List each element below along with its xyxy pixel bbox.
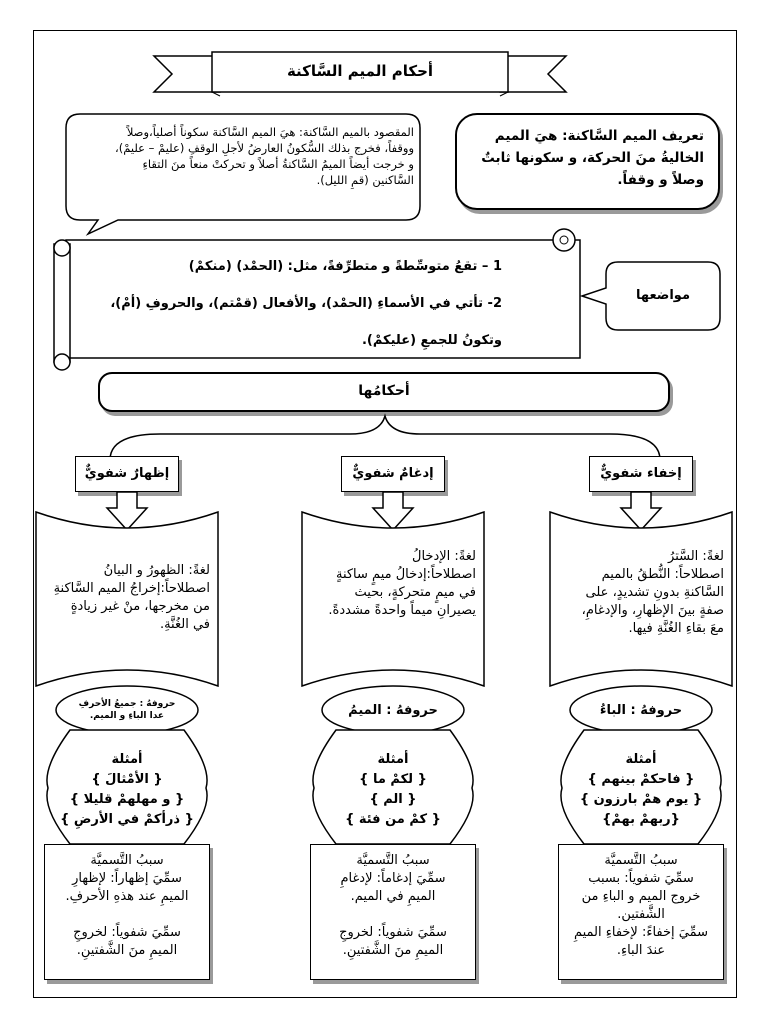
reason-line — [312, 906, 474, 924]
reason-line: سببُ التَّسميَّة — [356, 853, 430, 868]
intent-line: و خرجت أيضاً الميمُ السَّاكنةُ أصلاً و تحركتْ منعاً منَ التقاءِ — [142, 157, 414, 171]
example-line: { لكمْ ما } — [359, 772, 427, 787]
ruling-definition — [558, 548, 724, 638]
definition-box — [455, 113, 720, 210]
intent-line: المقصود بالميم السَّاكنة: هيَ الميم السَّاكنة سكوناً أصلياً،وصلاً — [126, 125, 414, 139]
page-title: أحكام الميم السَّاكنة — [286, 62, 434, 80]
reason-line: الميمِ منَ الشَّفتينِ. — [342, 943, 444, 958]
example-line: { ذرأكمْ في الأرضِ } — [60, 812, 194, 827]
reason-line: سمِّيَ شفوياً: بسبب — [588, 871, 694, 886]
example-line: { و مهلهمْ قليلا } — [69, 792, 185, 807]
definition-line: يصيرانِ ميماً واحدةً مشددةً. — [328, 603, 476, 618]
letters-line: عدا الباءِ و الميم. — [89, 711, 165, 721]
ruling-definition — [44, 562, 210, 634]
intent-line: ووقفاً، فخرج بذلك السُّكونُ العارضُ لأجلِ الوقفِ (عليمْ – عليمْ)، — [115, 141, 414, 155]
definition-line: اصطلاحاً: النُّطقُ بالميم — [601, 567, 724, 582]
letters-line: حروفهُ : جميعُ الأحرفِ — [78, 699, 176, 709]
reason-line: سمِّيَ إظهاراً: لإظهارِ — [72, 871, 182, 886]
positions-label: مواضعها — [635, 288, 691, 303]
position-line: وتكونُ للجمعِ (عليكمْ). — [361, 333, 502, 348]
reason-line: سببُ التَّسميَّة — [90, 853, 164, 868]
ruling-name: إظهارٌ شفويٌّ — [84, 466, 170, 481]
reason-line: الميمِ منَ الشَّفتينِ. — [76, 943, 178, 958]
reason-line: سببُ التَّسميَّة — [604, 853, 678, 868]
ruling-examples — [48, 750, 206, 830]
example-line: {ربهمْ بهمْ} — [602, 812, 680, 827]
ruling-letters: حروفهُ : الميمُ — [348, 703, 438, 718]
examples-title: أمثلة — [111, 752, 143, 767]
ruling-letters: حروفهُ : الباءُ — [599, 703, 683, 718]
ruling-letters — [62, 698, 192, 722]
reason-line: الشَّفتين. — [617, 907, 665, 922]
rulings-label: أحكامُها — [358, 383, 410, 399]
reason-line: سمِّيَ إدغاماً: لإدغامِ — [340, 871, 446, 886]
example-line: { الأمْثالَ } — [91, 772, 163, 787]
ruling-name: إدغامٌ شفويٌّ — [352, 466, 434, 481]
intent-line: السَّاكنين (قمِ الليل). — [316, 173, 414, 187]
definition-line: اصطلاحاً:إخراجُ الميم السَّاكنةِ — [53, 581, 210, 596]
positions-text — [82, 248, 502, 359]
reason-line — [46, 906, 208, 924]
definition-line: السَّاكنةِ بدونِ تشديدٍ، على — [585, 585, 724, 600]
definition-line: لغةً: الظهورُ و البيانُ — [103, 563, 210, 578]
examples-title: أمثلة — [377, 752, 409, 767]
intent-note — [72, 124, 414, 188]
reason-line: خروج الميم و الباءِ من — [581, 889, 701, 904]
examples-title: أمثلة — [625, 752, 657, 767]
definition-line: اصطلاحاً:إدخالُ ميمٍ ساكنةٍ — [335, 567, 476, 582]
example-line: { يوم همْ بارزون } — [579, 792, 703, 807]
ruling-examples — [562, 750, 720, 830]
example-line: { الم } — [369, 792, 417, 807]
position-line: 2- تأتي في الأسماءِ (الحمْد)، والأفعال (قمْتم)، والحروفِ (أمْ)، — [110, 296, 502, 311]
reason-line: سمِّيَ شفوياً: لخروجِ — [73, 925, 181, 940]
position-line: 1 – تقعُ متوسِّطةً و متطرِّفةً، مثل: (الحمْد) (منكمْ) — [188, 259, 502, 274]
example-line: { كمْ من فئة } — [345, 812, 441, 827]
definition-line: في الغُنَّةِ. — [159, 617, 210, 632]
ruling-name: إخفاء شفويٌّ — [600, 466, 682, 481]
ruling-reason — [312, 852, 474, 960]
definition-line: لغةً: السَّترُ — [668, 549, 724, 564]
reason-line: الميمِ في الميم. — [350, 889, 436, 904]
definition-line: لغةً: الإدخالُ — [412, 549, 476, 564]
reason-line: سمِّيَ إخفاءً: لإخفاءِ الميمِ — [573, 925, 709, 940]
definition-line: في ميمٍ متحركةٍ، بحيث — [354, 585, 476, 600]
reason-line: عندَ الباءِ. — [616, 943, 666, 958]
reason-line: الميمِ عند هذهِ الأحرفِ. — [65, 889, 189, 904]
ruling-reason — [560, 852, 722, 960]
definition-line: صفةٍ بينَ الإظهارِ، والإدغامِ، — [581, 603, 724, 618]
example-line: { فاحكمْ بينهم } — [587, 772, 695, 787]
ruling-reason — [46, 852, 208, 960]
ruling-examples — [314, 750, 472, 830]
definition-label: تعريف الميم السَّاكنة: — [562, 128, 704, 144]
definition-text: هيَ الميم الخاليةُ منَ الحركة، و سكونها ثابتٌ وصلاً و وقفاً. — [481, 128, 704, 188]
definition-line: من مخرجها، منْ غير زيادةٍ — [70, 599, 210, 614]
ruling-definition — [310, 548, 476, 620]
definition-line: معَ بقاءِ الغُنَّةِ فيها. — [628, 621, 724, 636]
reason-line: سمِّيَ شفوياً: لخروجِ — [339, 925, 447, 940]
